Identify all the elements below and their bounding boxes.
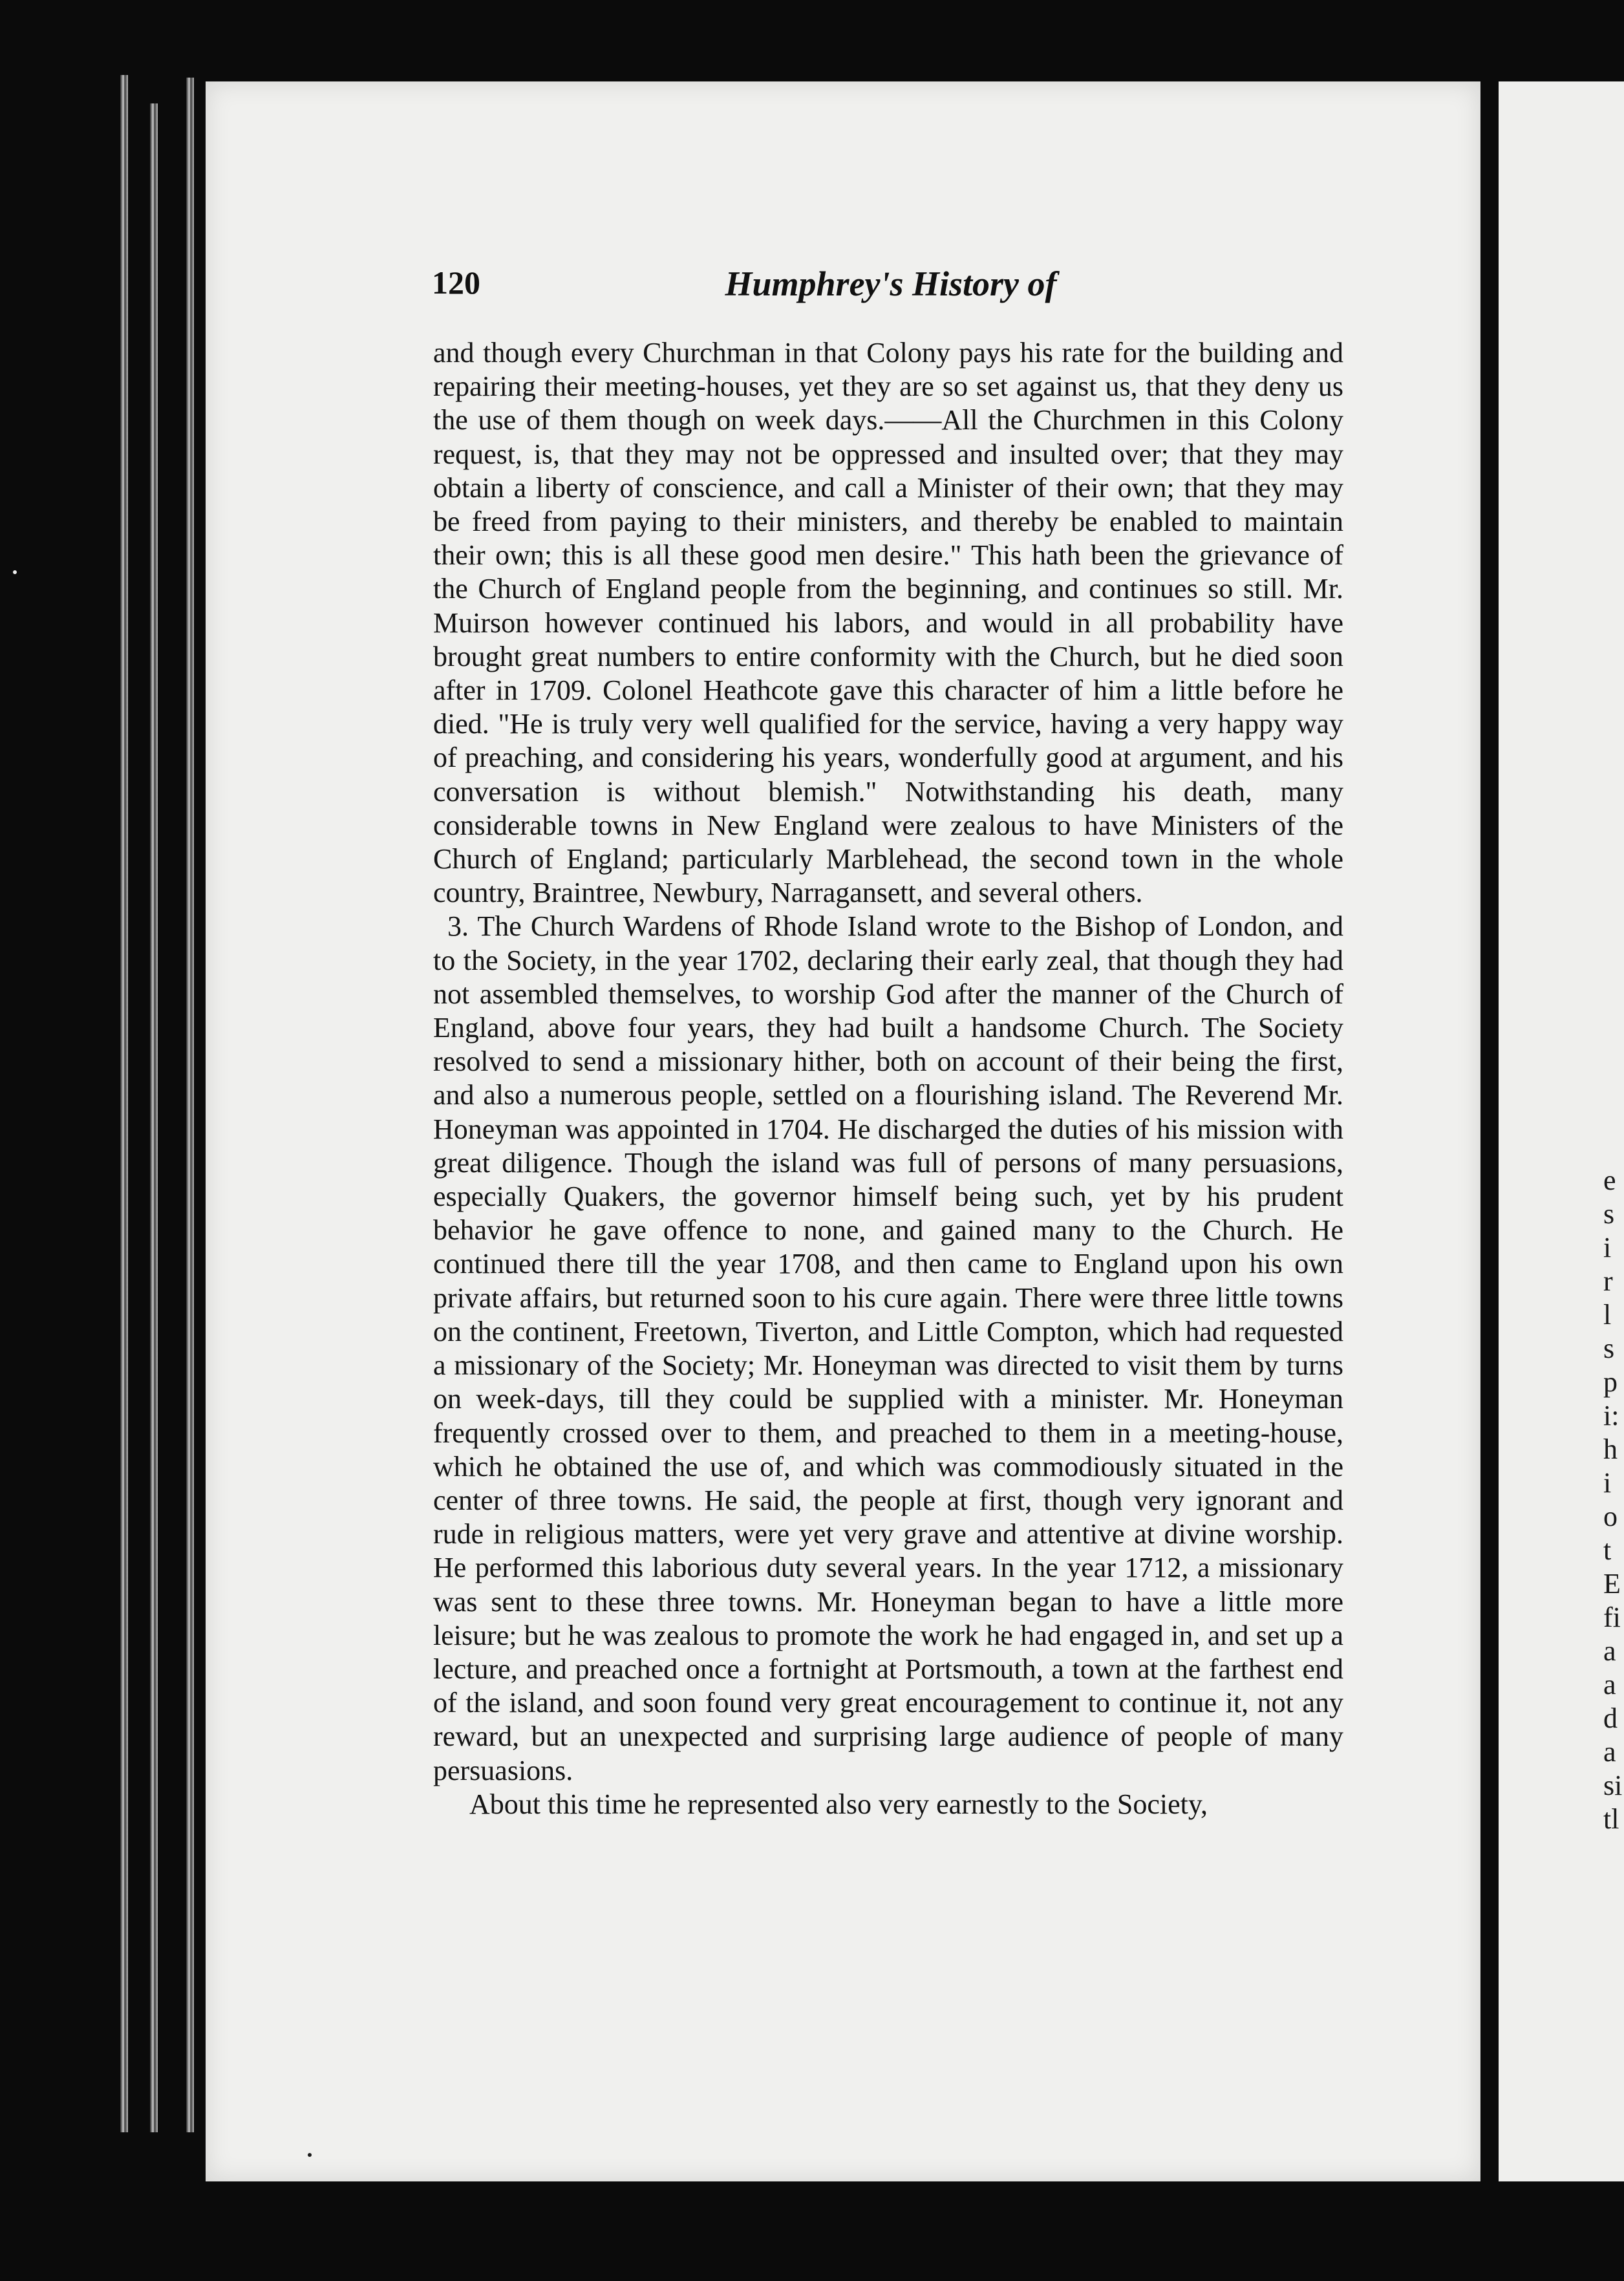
facing-page — [1499, 81, 1624, 2181]
facing-page-margin-text: e s i r l s p i: h i o t E fi a a d a si tl — [1603, 1164, 1623, 1835]
page-number: 120 — [432, 264, 480, 301]
dust-speck — [308, 2153, 312, 2157]
book-edge-left-inner — [150, 103, 158, 2132]
page-body — [433, 336, 1343, 1821]
paragraph-1: and though every Churchman in that Colony pays his rate for the building and repairing their meeting-houses, yet they are so set against us, that they deny us the use of them though on week days.——All the Churchmen in this Colony request, is, that they may not be oppressed and insulted over; that they may obtain a liberty of conscience, and call a Minister of their own; that they may be freed from paying to their ministers, and thereby be enabled to maintain their own; this is all these good men desire." This hath been the grievance of the Church of England people from the beginning, and continues so still. Mr. Muirson however continued his labors, and would in all probability have brought great numbers to entire conformity with the Church, but he died soon after in 1709. Colonel Heathcote gave this character of him a little before he died. "He is truly very well qualified for the service, having a very happy way of preaching, and considering his years, wonderfully good at argument, and his conversation is without blemish." Notwithstanding his death, many considerable towns in New England were zealous to have Ministers of the Church of England; particularly Marblehead, the second town in the whole country, Braintree, Newbury, Narragansett, and several others. — [433, 337, 1343, 909]
paragraph-2: 3. The Church Wardens of Rhode Island wrote to the Bishop of London, and to the Society, in the year 1702, declaring their early zeal, that though they had not assembled themselves, to worship God after the manner of the Church of England, above four years, they had built a handsome Church. The Society resolved to send a missionary hither, both on account of their being the first, and also a numerous people, settled on a flourishing island. The Reverend Mr. Honeyman was appointed in 1704. He discharged the duties of his mission with great diligence. Though the island was full of persons of many persuasions, especially Quakers, the governor himself being such, yet by his prudent behavior he gave offence to none, and gained many to the Church. He continued there till the year 1708, and then came to England upon his own private affairs, but returned soon to his cure again. There were three little towns on the continent, Freetown, Tiverton, and Little Compton, which had requested a missionary of the Society; Mr. Honeyman was directed to visit them by turns on week-days, till they could be supplied with a minister. Mr. Honeyman frequently crossed over to them, and preached to them in a meeting-house, which he obtained the use of, and which was commodiously situated in the center of three towns. He said, the people at first, though very ignorant and rude in religious matters, were yet very grave and attentive at divine worship. He performed this laborious duty several years. In the year 1712, a missionary was sent to these three towns. Mr. Honeyman began to have a little more leisure; but he was zealous to promote the work he had engaged in, and set up a lecture, and preached once a fortnight at Portsmouth, a town at the farthest end of the island, and soon found very great encouragement to continue it, not any reward, but an unexpected and surprising large audience of people of many persuasions. — [433, 910, 1343, 1786]
running-title: Humphrey's History of — [725, 264, 1057, 303]
page-header — [432, 264, 1350, 316]
paragraph-3: About this time he represented also very earnestly to the Society, — [469, 1788, 1208, 1820]
book-edge-left-innermost — [186, 78, 194, 2132]
book-edge-left — [120, 75, 128, 2132]
dust-speck — [13, 570, 17, 574]
